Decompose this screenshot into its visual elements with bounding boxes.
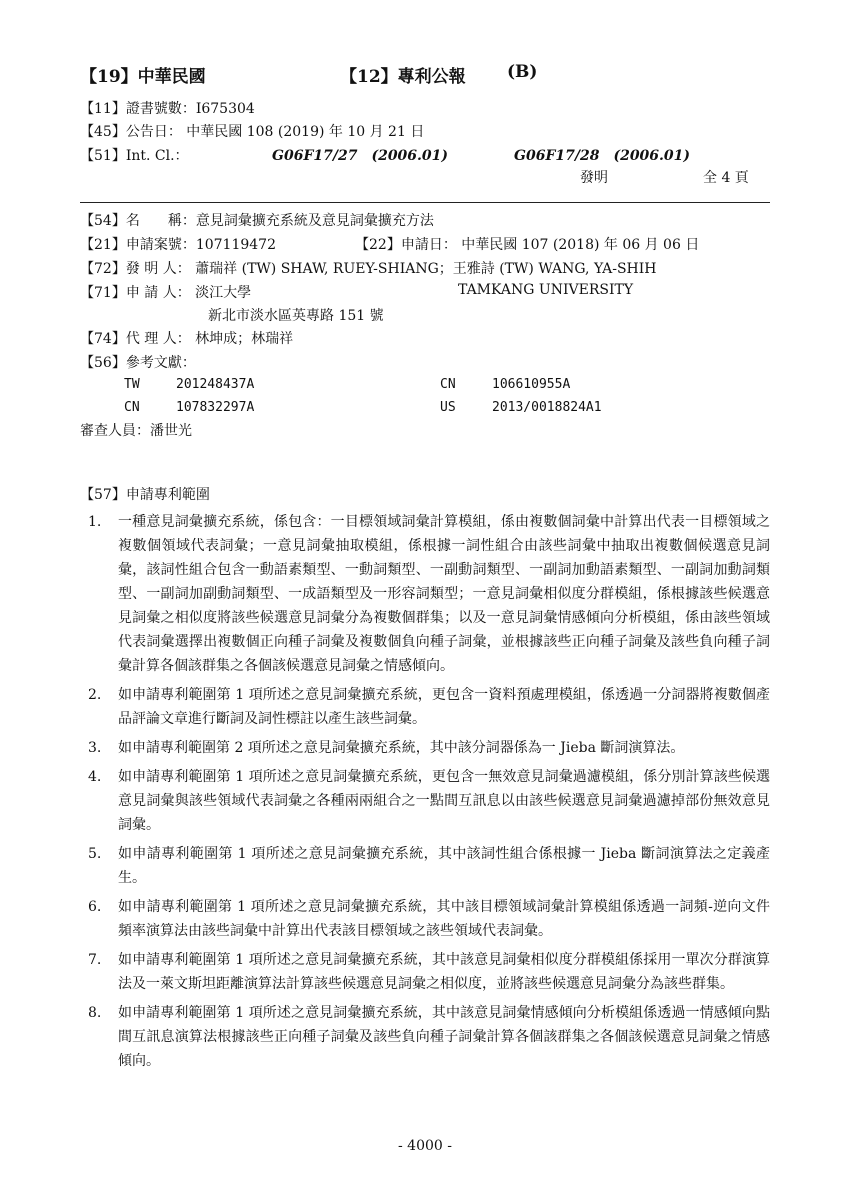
claim-item [80,1001,770,1073]
title-field: 【54】名 稱：意見詞彙擴充系統及意見詞彙擴充方法 [80,213,434,229]
claim-text: 如申請專利範圍第 1 項所述之意見詞彙擴充系統，其中該詞性組合係根據一 Jieba 斷詞演算法之定義產生。 [118,846,770,886]
page-count: 全 4 頁 [703,170,749,186]
office-tag: 【19】中華民國 [80,67,206,87]
claim-text: 如申請專利範圍第 1 項所述之意見詞彙擴充系統，其中該目標領域詞彙計算模組係透過一詞頻-逆向文件頻率演算法由該些詞彙中計算出代表該目標領域之該些領域代表詞彙。 [118,899,770,939]
page-number: - 4000 - [398,1138,452,1154]
claim-number: 2. [88,687,102,703]
claim-number: 7. [88,952,102,968]
claim-number: 5. [88,846,102,862]
reference-number: 201248437A [176,377,255,392]
claim-number: 6. [88,899,102,915]
application-number: 【21】申請案號：107119472 [80,237,276,253]
reference-number: 107832297A [176,400,255,415]
claim-number: 1. [88,514,102,530]
claim-item [80,842,770,890]
claim-item [80,948,770,996]
reference-number: 2013/0018824A1 [492,400,602,415]
application-date: 【22】申請日： 中華民國 107 (2018) 年 06 月 06 日 [355,237,700,253]
reference-number: 106610955A [492,377,571,392]
claim-number: 8. [88,1005,102,1021]
claim-item [80,895,770,943]
claim-text: 如申請專利範圍第 1 項所述之意見詞彙擴充系統，更包含一無效意見詞彙過濾模組，係分別計算該些候選意見詞彙與該些領域代表詞彙之各種兩兩組合之一點間互訊息以由該些候選意見詞彙過濾掉部份無效意見詞彙。 [118,769,770,833]
document-type: 【12】專利公報 [340,67,466,87]
patent-type: 發明 [580,170,608,186]
claim-number: 3. [88,740,102,756]
applicant-english: TAMKANG UNIVERSITY [458,282,634,298]
claim-item [80,736,770,760]
examiner: 審查人員：潘世光 [80,423,192,439]
publication-date: 【45】公告日： 中華民國 108 (2019) 年 10 月 21 日 [80,124,425,140]
claim-text: 如申請專利範圍第 1 項所述之意見詞彙擴充系統，其中該意見詞彙情感傾向分析模組係透過一情感傾向點間互訊息演算法根據該些正向種子詞彙及該些負向種子詞彙計算各個該群集之各個該候選意見詞彙之情感傾向。 [118,1005,770,1069]
kind-code: (B) [507,62,538,82]
header-divider [80,202,770,203]
reference-country: US [440,400,456,415]
inventors: 【72】發 明 人： 蕭瑞祥 (TW) SHAW, RUEY-SHIANG；王雅詩 (TW) WANG, YA-SHIH [80,261,657,277]
claim-text: 如申請專利範圍第 1 項所述之意見詞彙擴充系統，更包含一資料預處理模組，係透過一分詞器將複數個產品評論文章進行斷詞及詞性標註以產生該些詞彙。 [118,687,770,727]
reference-country: TW [124,377,140,392]
references-label: 【56】參考文獻： [80,355,196,371]
reference-country: CN [440,377,456,392]
int-cl-code-2: G06F17/28 (2006.01) [514,148,691,164]
reference-country: CN [124,400,140,415]
claim-text: 一種意見詞彙擴充系統，係包含：一目標領域詞彙計算模組，係由複數個詞彙中計算出代表一目標領域之複數個領域代表詞彙；一意見詞彙抽取模組，係根據一詞性組合由該些詞彙中抽取出複數個候選意見詞彙，該詞性組合包含一動語素類型、一動詞類型、一副動詞類型、一副詞加動語素類型、一副詞加動詞類型、一副詞加副動詞類型、一成語類型及一形容詞類型；一意見詞彙相似度分群模組，係根據該些候選意見詞彙之相似度將該些候選意見詞彙分為複數個群集；以及一意見詞彙情感傾向分析模組，係由該些領域代表詞彙選擇出複數個正向種子詞彙及複數個負向種子詞彙，並根據該些正向種子詞彙及該些負向種子詞彙計算各個該群集之各個該候選意見詞彙之情感傾向。 [118,514,770,674]
claim-item [80,683,770,731]
claim-number: 4. [88,769,102,785]
int-cl-code-1: G06F17/27 (2006.01) [272,148,449,164]
certificate-number: 【11】證書號數：I675304 [80,101,255,117]
applicant: 【71】申 請 人： 淡江大學 [80,285,252,301]
claim-item [80,510,770,678]
claims-list [80,510,770,1078]
int-cl-label: 【51】Int. Cl.： [80,148,189,164]
claim-text: 如申請專利範圍第 1 項所述之意見詞彙擴充系統，其中該意見詞彙相似度分群模組係採用一單次分群演算法及一萊文斯坦距離演算法計算該些候選意見詞彙之相似度，並將該些候選意見詞彙分為該些群集。 [118,952,770,992]
claim-item [80,765,770,837]
agents: 【74】代 理 人： 林坤成；林瑞祥 [80,331,294,347]
applicant-address: 新北市淡水區英專路 151 號 [208,308,384,324]
claim-text: 如申請專利範圍第 2 項所述之意見詞彙擴充系統，其中該分詞器係為一 Jieba 斷詞演算法。 [118,740,685,756]
claims-heading: 【57】申請專利範圍 [80,487,210,503]
